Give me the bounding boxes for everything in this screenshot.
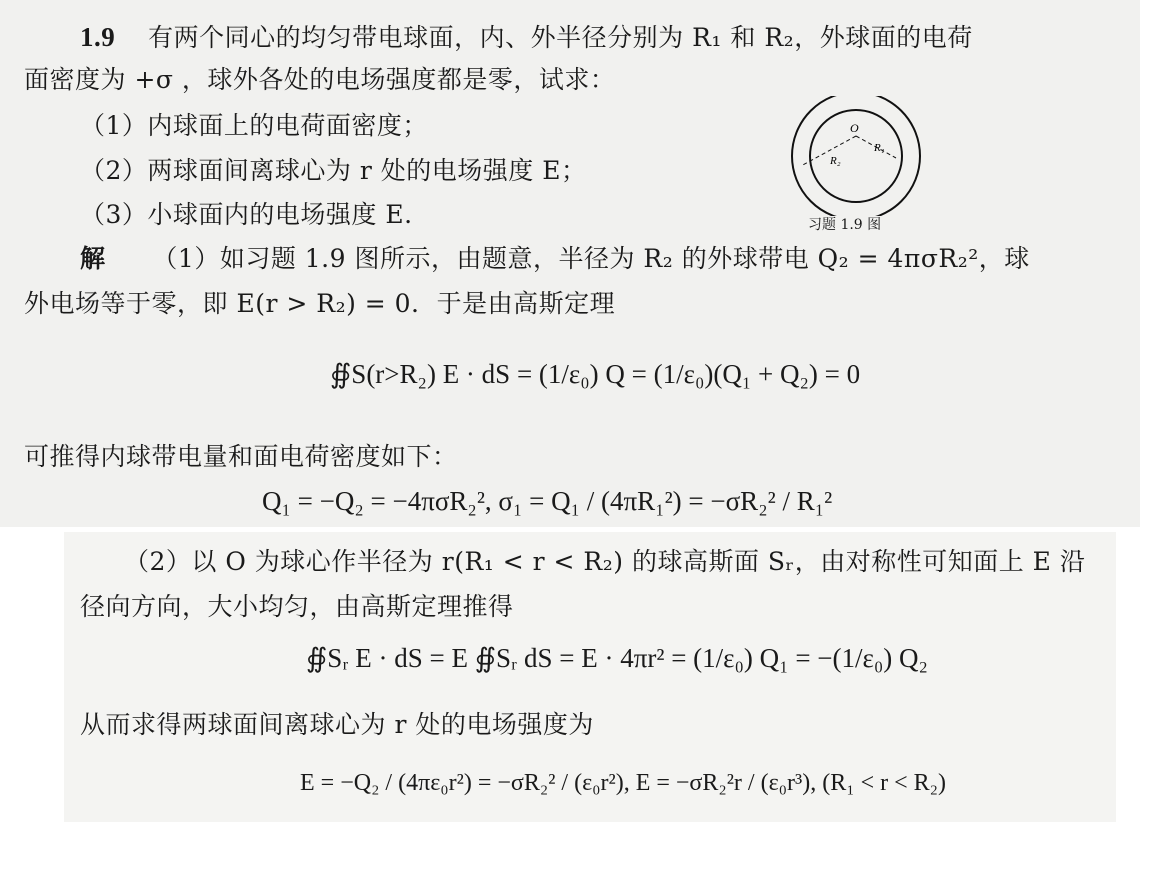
gauss-equation-2: ∯Sᵣ E · dS = E ∯Sᵣ dS = E · 4πr² = (1/ε₀) Q₁ = −(1/ε₀) Q₂: [306, 643, 928, 673]
solution-part2-line-1: （2）以 O 为球心作半径为 r(R₁ < r < R₂) 的球高斯面 Sᵣ，由对称性可知面上 E 沿: [124, 547, 1086, 576]
charge-density-equation: Q₁ = −Q₂ = −4πσR₂², σ₁ = Q₁ / (4πR₁²) = −σR₂² / R₁²: [262, 486, 833, 516]
problem-line-2: 面密度为 +σ ，球外各处的电场强度都是零，试求：: [24, 65, 616, 94]
problem-text-1: 有两个同心的均匀带电球面，内、外半径分别为 R₁ 和 R₂，外球面的电荷: [148, 23, 973, 52]
concentric-spheres-figure: [786, 96, 926, 216]
radius-r2-line: [801, 136, 856, 166]
problem-item-3: （3）小球面内的电场强度 E.: [80, 200, 413, 229]
field-strength-equation: E = −Q₂ / (4πε₀r²) = −σR₂² / (ε₀r²), E = −σR₂²r / (ε₀r³), (R₁ < r < R₂): [300, 770, 947, 796]
gauss-equation-1: ∯S(r>R₂) E · dS = (1/ε₀) Q = (1/ε₀)(Q₁ + Q₂) = 0: [330, 359, 861, 389]
outer-sphere: [792, 96, 920, 216]
solution-part1-line-3: 可推得内球带电量和面电荷密度如下：: [24, 442, 458, 471]
solution-heading: 解: [80, 244, 106, 273]
center-label: O: [850, 121, 859, 135]
solution-part1-line-1: [80, 241, 1030, 277]
solution-part1-text-1: （1）如习题 1.9 图所示，由题意，半径为 R₂ 的外球带电 Q₂ = 4πσR₂²，球: [152, 244, 1030, 273]
problem-item-1: （1）内球面上的电荷面密度；: [80, 111, 428, 140]
r1-label: R₁: [874, 142, 885, 154]
solution-part2-line-2: 径向方向，大小均匀，由高斯定理推得: [80, 592, 514, 621]
figure-caption: 习题 1.9 图: [808, 217, 882, 233]
solution-part1-line-2: 外电场等于零，即 E(r > R₂) = 0．于是由高斯定理: [24, 289, 616, 318]
r2-label: R₂: [830, 155, 841, 167]
problem-line-1: [80, 19, 973, 56]
problem-number: 1.9: [80, 22, 116, 52]
solution-part2-line-3: 从而求得两球面间离球心为 r 处的电场强度为: [80, 710, 594, 739]
problem-item-2: （2）两球面间离球心为 r 处的电场强度 E；: [80, 156, 587, 185]
